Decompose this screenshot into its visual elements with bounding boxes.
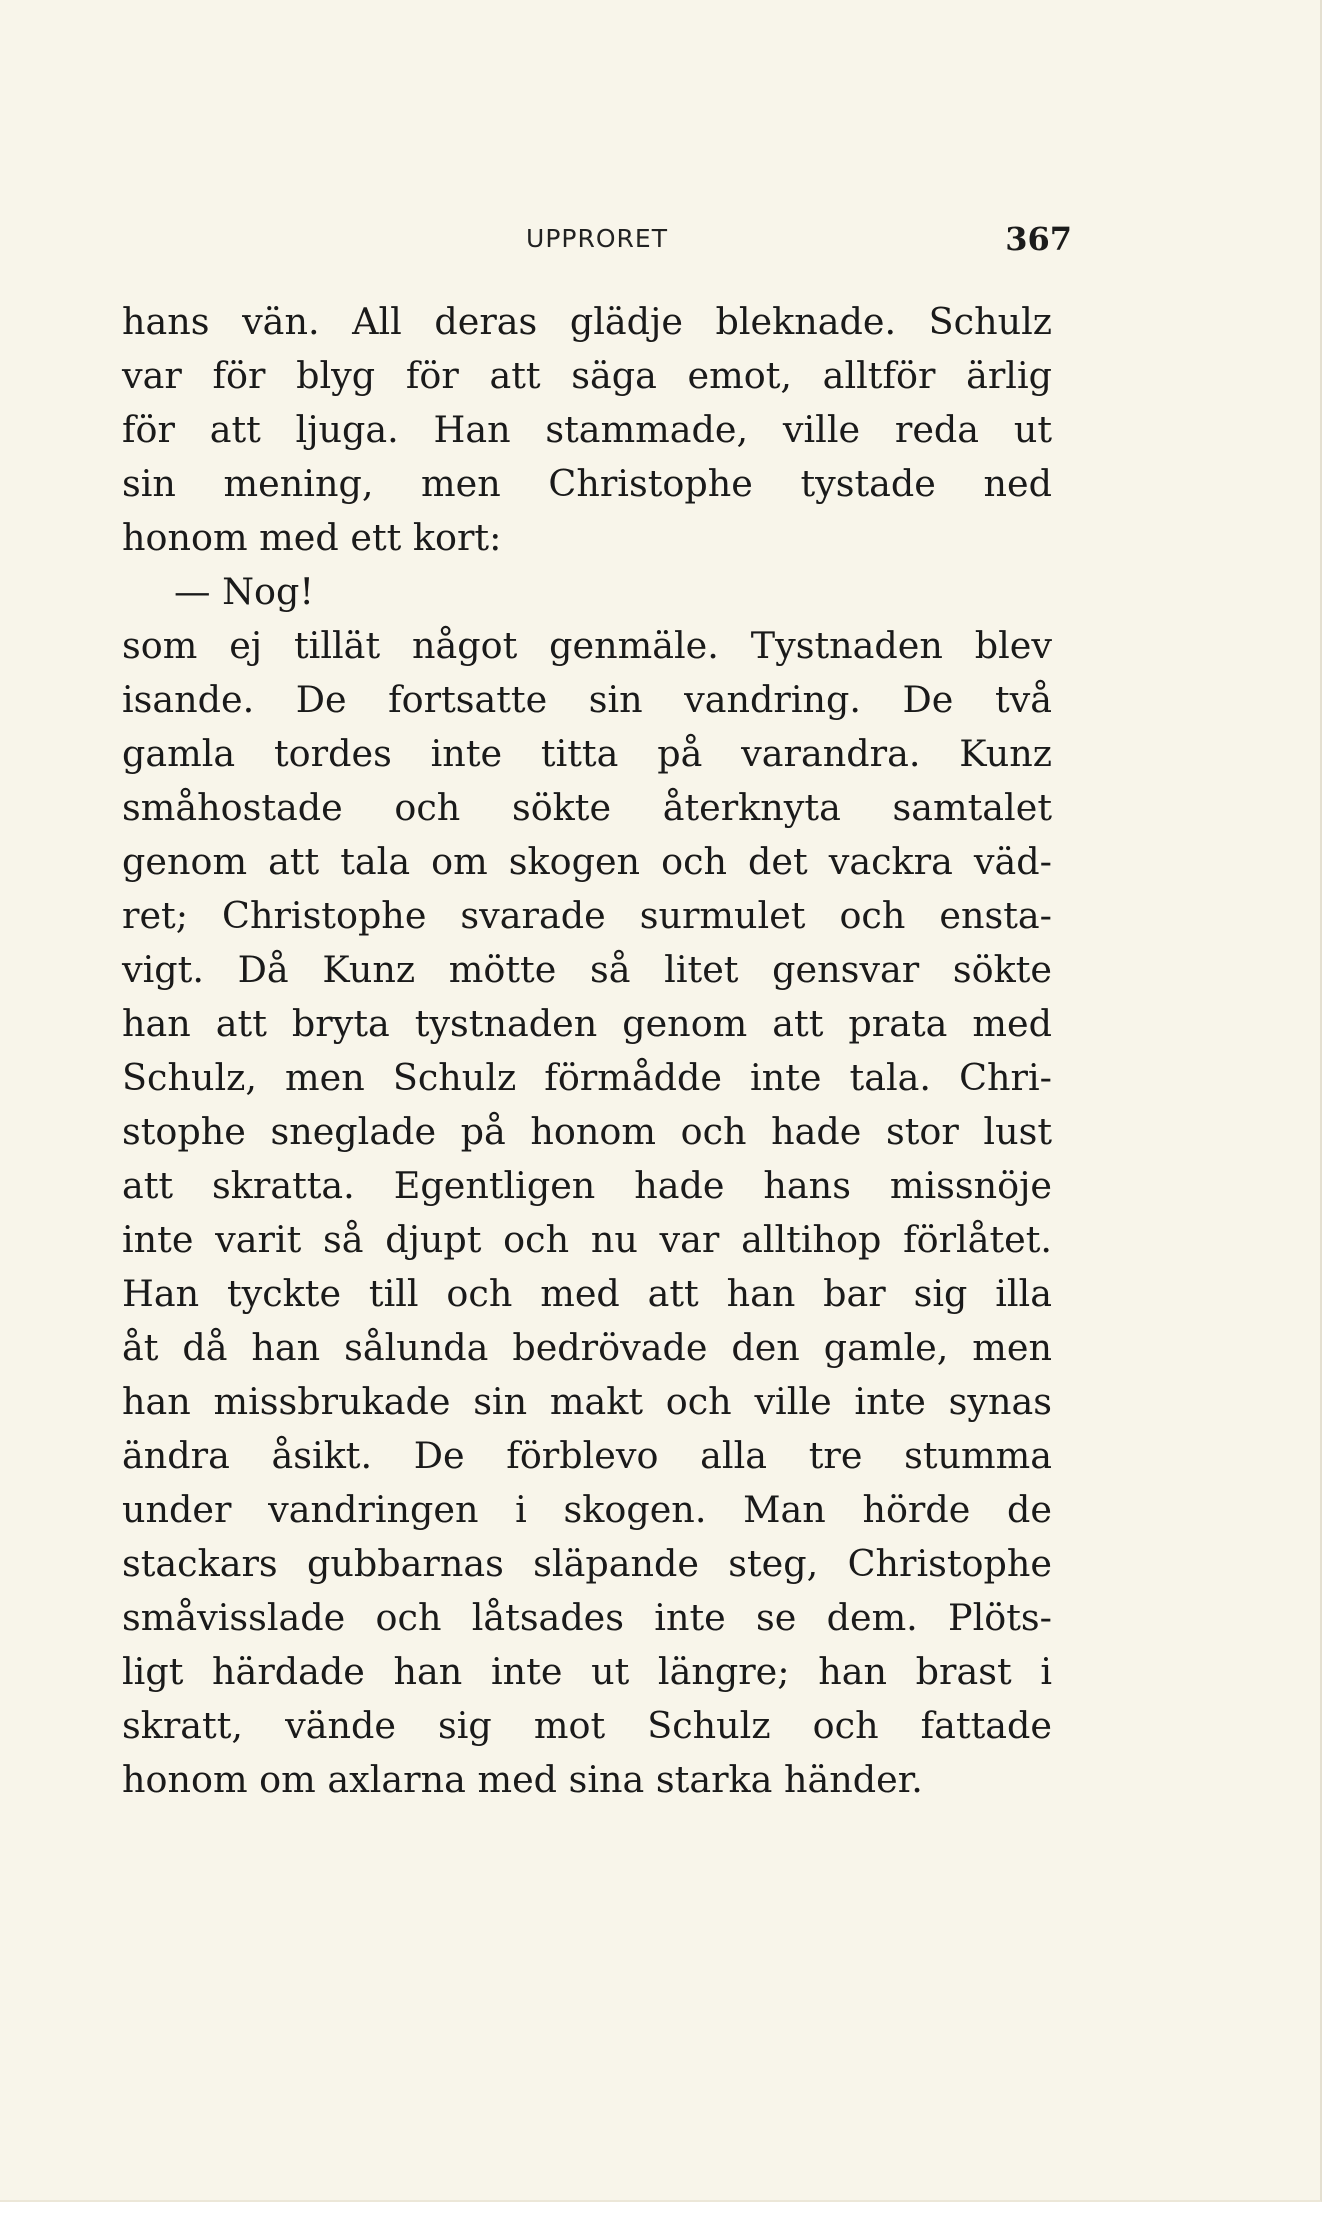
- text-line: stackars gubbarnas släpande steg, Christophe: [122, 1542, 1052, 1585]
- text-line: småvisslade och låtsades inte se dem. Plöts-: [122, 1596, 1052, 1639]
- text-line: hans vän. All deras glädje bleknade. Schulz: [122, 300, 1052, 343]
- text-line: gamla tordes inte titta på varandra. Kunz: [122, 732, 1052, 775]
- text-line: åt då han sålunda bedrövade den gamle, men: [122, 1326, 1052, 1369]
- dialogue-line: — Nog!: [174, 570, 315, 613]
- text-line: under vandringen i skogen. Man hörde de: [122, 1488, 1052, 1531]
- running-title: UPPRORET: [526, 224, 668, 253]
- text-line: för att ljuga. Han stammade, ville reda ut: [122, 408, 1052, 451]
- text-line: honom med ett kort:: [122, 516, 502, 559]
- text-line: honom om axlarna med sina starka händer.: [122, 1758, 923, 1801]
- text-line: Schulz, men Schulz förmådde inte tala. Chri-: [122, 1056, 1052, 1099]
- text-line: Han tyckte till och med att han bar sig illa: [122, 1272, 1052, 1315]
- text-line: isande. De fortsatte sin vandring. De två: [122, 678, 1052, 721]
- text-line: han att bryta tystnaden genom att prata med: [122, 1002, 1052, 1045]
- text-line: var för blyg för att säga emot, alltför ärlig: [122, 354, 1052, 397]
- text-line: ändra åsikt. De förblevo alla tre stumma: [122, 1434, 1052, 1477]
- text-line: vigt. Då Kunz mötte så litet gensvar sökte: [122, 948, 1052, 991]
- text-line: genom att tala om skogen och det vackra väd-: [122, 840, 1052, 883]
- text-line: småhostade och sökte återknyta samtalet: [122, 786, 1052, 829]
- text-line: att skratta. Egentligen hade hans missnöje: [122, 1164, 1052, 1207]
- page-header: [122, 220, 1072, 268]
- text-line: sin mening, men Christophe tystade ned: [122, 462, 1052, 505]
- body-text: [122, 295, 1052, 1807]
- text-line: stophe sneglade på honom och hade stor lust: [122, 1110, 1052, 1153]
- text-line: skratt, vände sig mot Schulz och fattade: [122, 1704, 1052, 1747]
- text-line: inte varit så djupt och nu var alltihop förlåtet.: [122, 1218, 1052, 1261]
- text-line: han missbrukade sin makt och ville inte synas: [122, 1380, 1052, 1423]
- text-line: ret; Christophe svarade surmulet och ensta-: [122, 894, 1052, 937]
- text-line: som ej tillät något genmäle. Tystnaden blev: [122, 624, 1052, 667]
- page-number: 367: [1005, 220, 1072, 258]
- text-line: ligt härdade han inte ut längre; han brast i: [122, 1650, 1052, 1693]
